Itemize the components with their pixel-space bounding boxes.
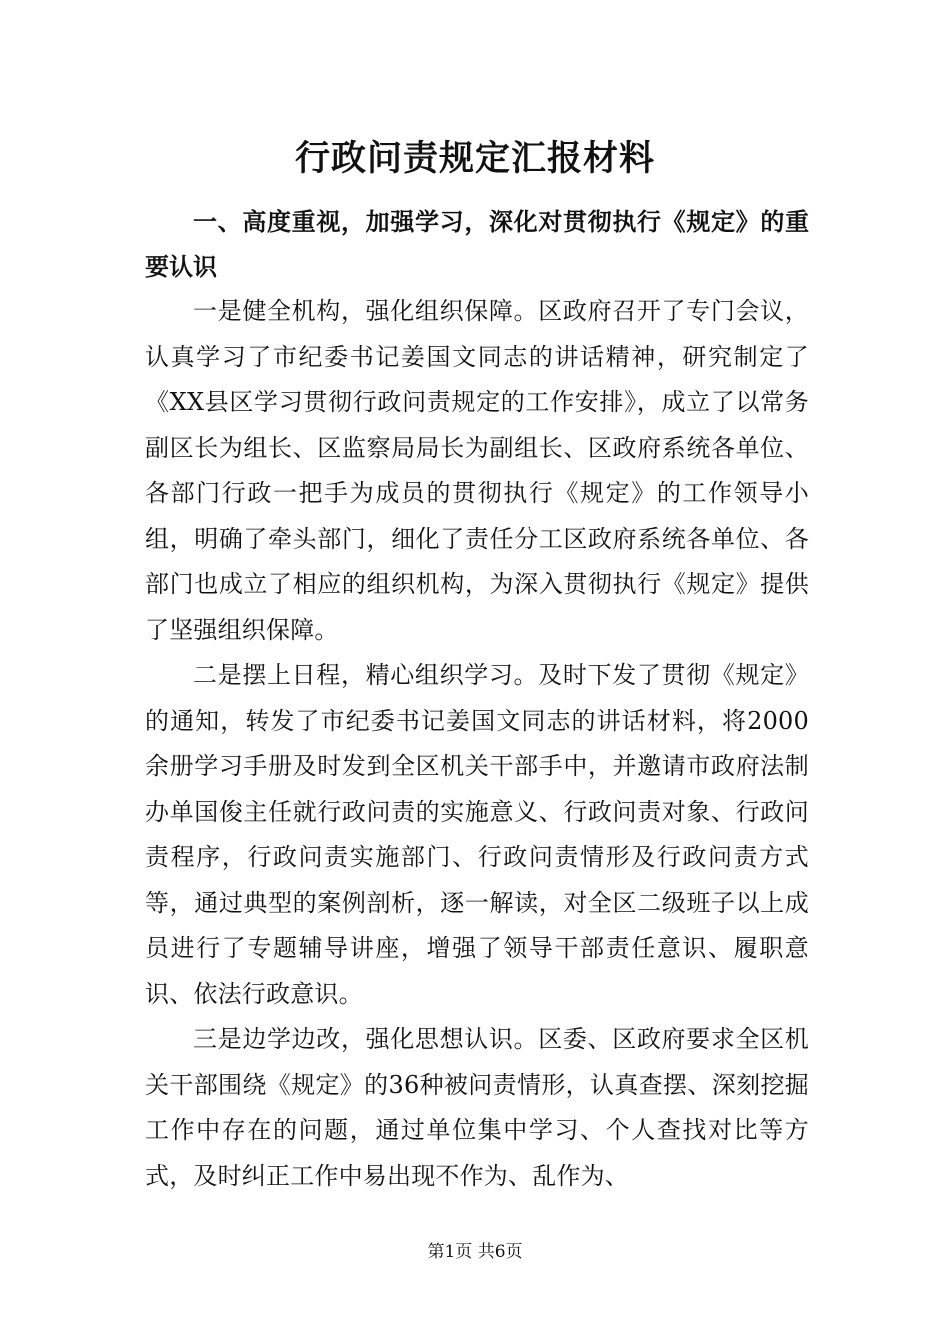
page-footer: 第1页 共6页 <box>427 1242 523 1262</box>
paragraph-2: 二是摆上日程，精心组织学习。及时下发了贯彻《规定》的通知，转发了市纪委书记姜国文同志的讲话材料，将2000余册学习手册及时发到全区机关干部手中，并邀请市政府法制办单国俊主任就行政问责的实施意义、行政问责对象、行政问责程序，行政问责实施部门、行政问责情形及行政问责方式等，通过典型的案例剖析，逐一解读，对全区二级班子以上成员进行了专题辅导讲座，增强了领导干部责任意识、履职意识、依法行政意识。 <box>145 661 809 1008</box>
paragraph-1: 一是健全机构，强化组织保障。区政府召开了专门会议，认真学习了市纪委书记姜国文同志的讲话精神，研究制定了《XX县区学习贯彻行政问责规定的工作安排》，成立了以常务副区长为组长、区监察局局长为副组长、区政府系统各单位、各部门行政一把手为成员的贯彻执行《规定》的工作领导小组，明确了牵头部门，细化了责任分工区政府系统各单位、各部门也成立了相应的组织机构，为深入贯彻执行《规定》提供了坚强组织保障。 <box>145 297 809 644</box>
document-body <box>145 199 809 1199</box>
paragraph-3: 三是边学边改，强化思想认识。区委、区政府要求全区机关干部围绕《规定》的36种被问责情形，认真查摆、深刻挖掘工作中存在的问题，通过单位集中学习、个人查找对比等方式，及时纠正工作中易出现不作为、乱作为、 <box>145 1025 809 1190</box>
section-heading: 一、高度重视，加强学习，深化对贯彻执行《规定》的重要认识 <box>145 207 809 281</box>
document-title: 行政问责规定汇报材料 <box>294 138 655 179</box>
